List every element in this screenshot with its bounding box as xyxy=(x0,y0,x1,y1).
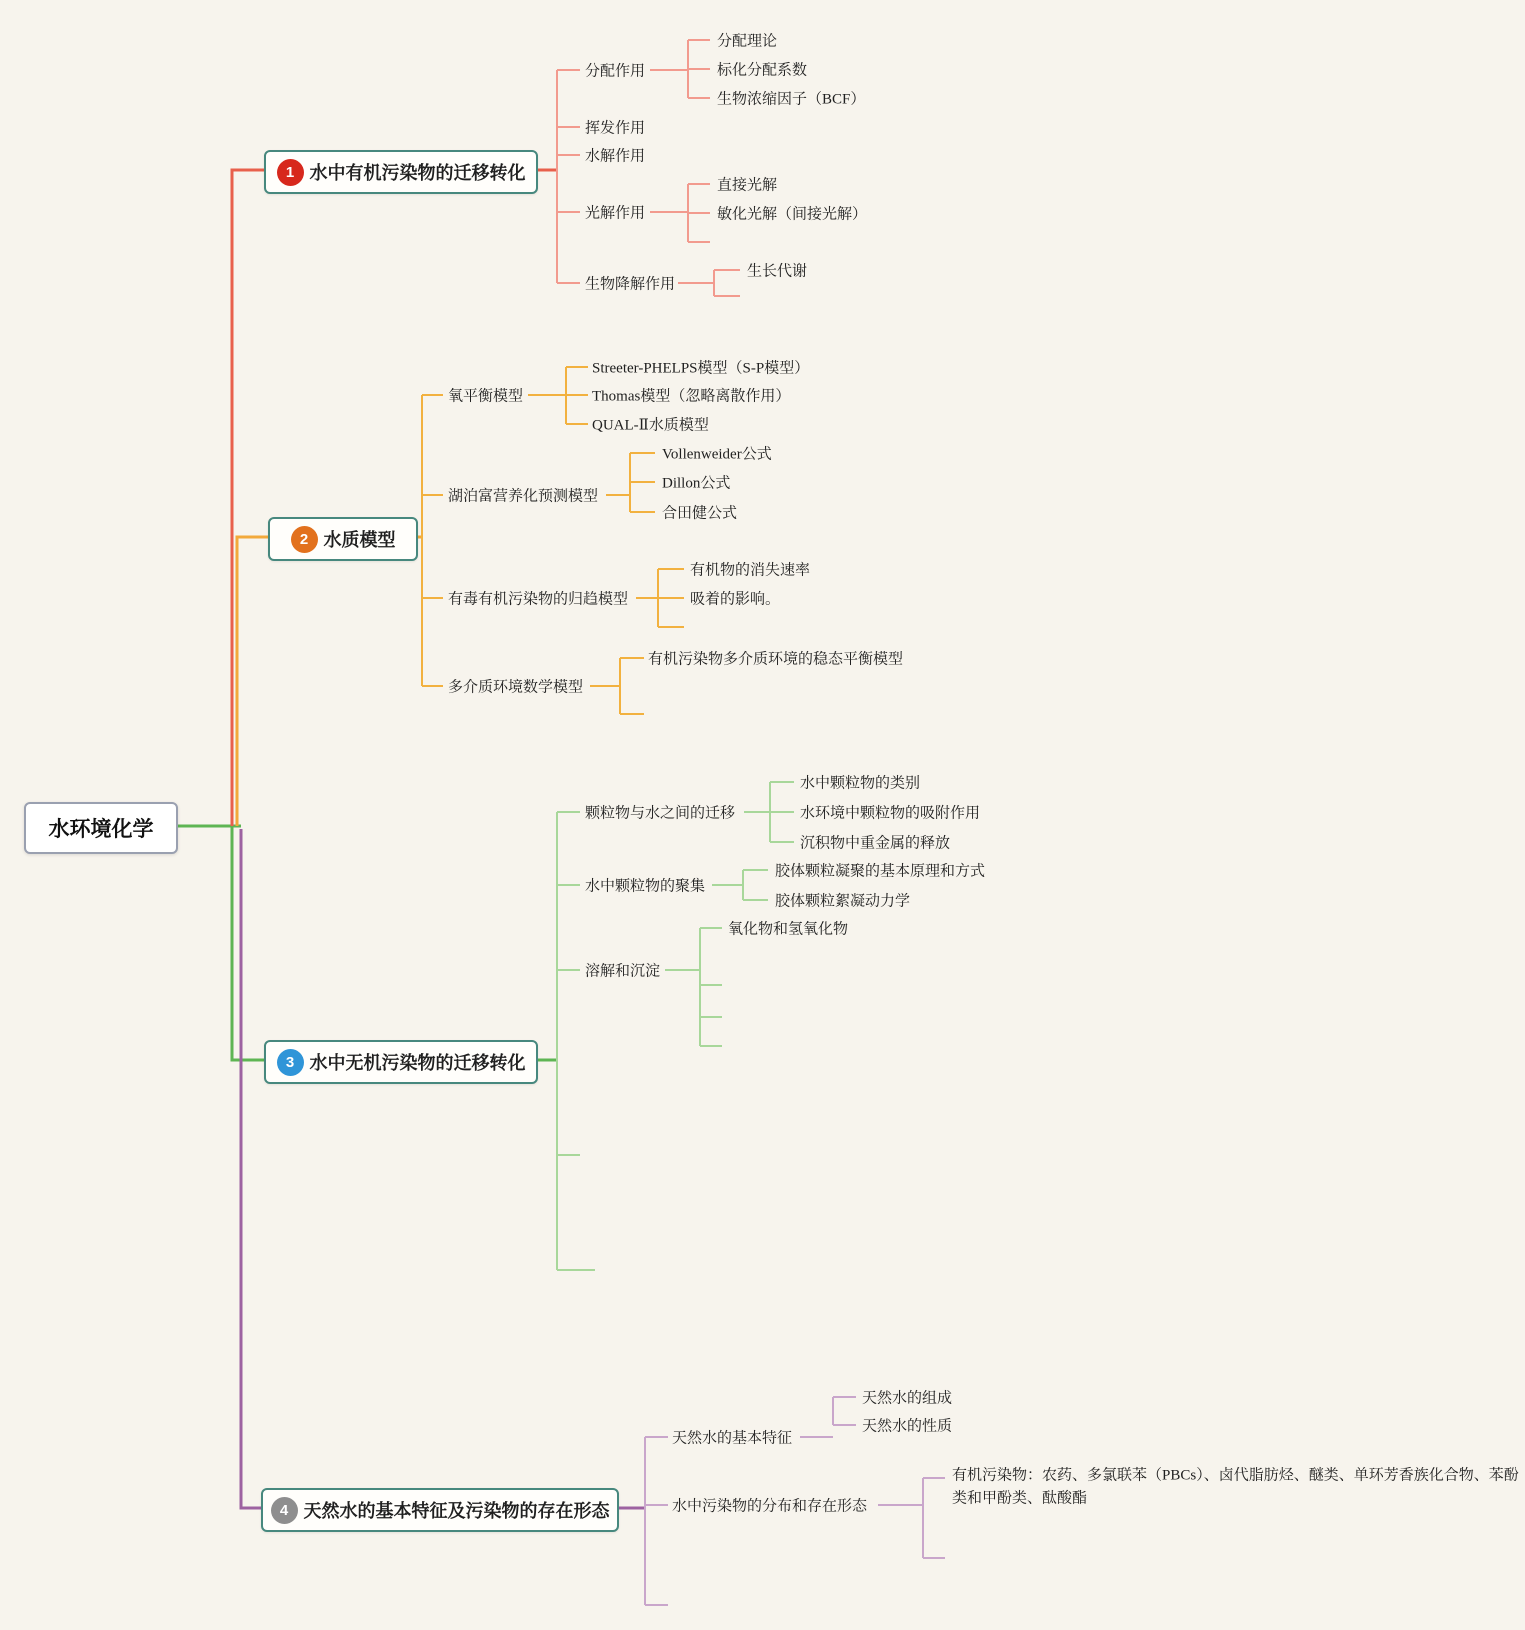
branch-node-4[interactable] xyxy=(261,1488,619,1532)
branch-node-3[interactable] xyxy=(264,1040,538,1084)
root-node[interactable] xyxy=(24,802,178,854)
topic-growth-metabolism[interactable]: 生长代谢 xyxy=(747,263,808,280)
topic-dissolution-precipitation[interactable]: 溶解和沉淀 xyxy=(585,963,661,980)
topic-organic-disappearance-rate[interactable]: 有机物的消失速率 xyxy=(690,562,811,579)
branch-4-label: 天然水的基本特征及污染物的存在形态 xyxy=(303,1501,610,1521)
topic-dillon[interactable]: Dillon公式 xyxy=(662,475,731,492)
branch-node-2[interactable] xyxy=(268,517,418,561)
branch-3-number-badge: 3 xyxy=(277,1049,304,1076)
topic-direct-photolysis[interactable]: 直接光解 xyxy=(717,177,778,194)
topic-colloid-flocculation-kinetics[interactable]: 胶体颗粒絮凝动力学 xyxy=(775,893,911,910)
topic-particle-aggregation[interactable]: 水中颗粒物的聚集 xyxy=(585,878,706,895)
topic-volatilization[interactable]: 挥发作用 xyxy=(585,120,646,137)
topic-sensitized-photolysis[interactable]: 敏化光解（间接光解） xyxy=(717,206,868,223)
topic-streeter-phelps[interactable]: Streeter-PHELPS模型（S-P模型） xyxy=(592,360,810,377)
topic-vollenweider[interactable]: Vollenweider公式 xyxy=(662,446,772,463)
topic-natural-water-composition[interactable]: 天然水的组成 xyxy=(862,1390,953,1407)
topic-particle-water-migration[interactable]: 颗粒物与水之间的迁移 xyxy=(585,805,736,822)
topic-particle-types[interactable]: 水中颗粒物的类别 xyxy=(800,775,921,792)
topic-hydrolysis[interactable]: 水解作用 xyxy=(585,148,646,165)
branch-1-number-badge: 1 xyxy=(277,159,304,186)
topic-multimedia-steady-state-model[interactable]: 有机污染物多介质环境的稳态平衡模型 xyxy=(648,651,904,668)
topic-sorption-effect[interactable]: 吸着的影响。 xyxy=(690,591,781,608)
topic-colloid-coagulation-principles[interactable]: 胶体颗粒凝聚的基本原理和方式 xyxy=(775,863,986,880)
topic-photolysis[interactable]: 光解作用 xyxy=(585,205,646,222)
topic-oxygen-balance-model[interactable]: 氧平衡模型 xyxy=(448,388,524,405)
branch-4-number-badge: 4 xyxy=(271,1497,298,1524)
topic-normalized-partition-coefficient[interactable]: 标化分配系数 xyxy=(717,62,808,79)
topic-hetianjian[interactable]: 合田健公式 xyxy=(662,505,738,522)
topic-natural-water-characteristics[interactable]: 天然水的基本特征 xyxy=(672,1430,793,1447)
topic-biodegradation[interactable]: 生物降解作用 xyxy=(585,276,676,293)
topic-thomas-model[interactable]: Thomas模型（忽略离散作用） xyxy=(592,388,791,405)
branch-node-1[interactable] xyxy=(264,150,538,194)
branch-2-number-badge: 2 xyxy=(291,526,318,553)
topic-qual2-model[interactable]: QUAL-Ⅱ水质模型 xyxy=(592,417,709,434)
root-label: 水环境化学 xyxy=(48,818,154,841)
topic-bcf[interactable]: 生物浓缩因子（BCF） xyxy=(717,91,866,108)
topic-organic-pollutants-list[interactable]: 有机污染物：农药、多氯联苯（PBCs）、卤代脂肪烃、醚类、单环芳香族化合物、苯酚类和甲酚类、酞酸酯 xyxy=(952,1467,1519,1506)
topic-heavy-metal-release[interactable]: 沉积物中重金属的释放 xyxy=(800,835,951,852)
branch-2-label: 水质模型 xyxy=(323,530,396,550)
topic-pollutant-distribution-forms[interactable]: 水中污染物的分布和存在形态 xyxy=(672,1498,868,1515)
topic-multimedia-math-model[interactable]: 多介质环境数学模型 xyxy=(448,679,584,696)
topic-toxic-organic-fate-model[interactable]: 有毒有机污染物的归趋模型 xyxy=(448,591,629,608)
branch-3-label: 水中无机污染物的迁移转化 xyxy=(309,1053,526,1073)
branch-1-label: 水中有机污染物的迁移转化 xyxy=(309,163,526,183)
topic-oxides-hydroxides[interactable]: 氧化物和氢氧化物 xyxy=(728,921,849,938)
topic-particle-adsorption[interactable]: 水环境中颗粒物的吸附作用 xyxy=(800,805,981,822)
topic-partition-theory[interactable]: 分配理论 xyxy=(717,33,778,50)
topic-natural-water-properties[interactable]: 天然水的性质 xyxy=(862,1418,953,1435)
topic-lake-eutrophication-model[interactable]: 湖泊富营养化预测模型 xyxy=(448,488,599,505)
topic-partition[interactable]: 分配作用 xyxy=(585,63,646,80)
